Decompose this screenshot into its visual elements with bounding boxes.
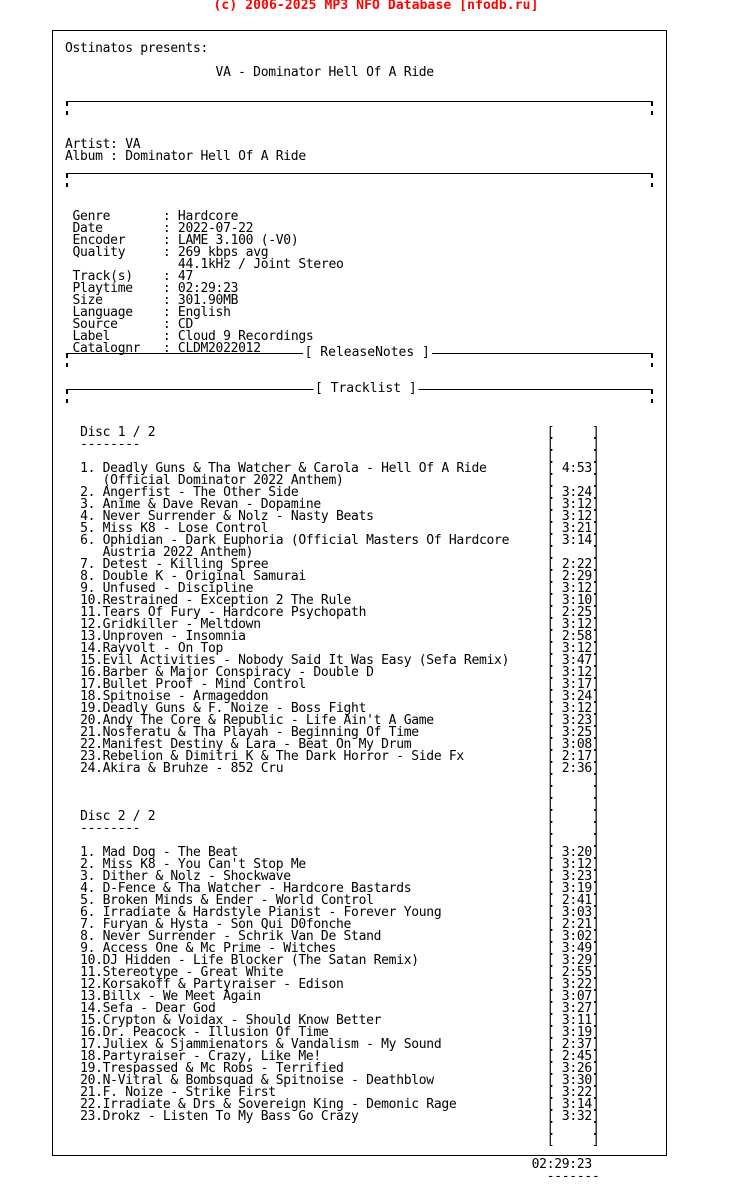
track-title: Spitnoise - Armageddon [102,689,269,704]
track-row: 6. Ophidian - Dark Euphoria (Official Masters Of Hardcore [ 3:14] [80,533,600,548]
track-time: 3:12 [561,581,592,596]
track-title: Dither & Nolz - Shockwave [102,869,291,884]
disc-title-line: Disc 2 / 2 [ ] [80,809,600,824]
track-number: 1. [80,845,103,860]
info-key: Genre [72,209,163,224]
track-title: Evil Activities - Nobody Said It Was Easy (Sefa Remix) [102,653,510,668]
track-row: 23.Drokz - Listen To My Bass Go Crazy [ 3:32] [80,1109,600,1124]
disc-title-line: Disc 1 / 2 [ ] [80,425,600,440]
info-value: 301.90MB [177,293,239,308]
track-title: Andy The Core & Republic - Life Ain't A Game [102,713,434,728]
track-time: 2:55 [561,965,592,980]
album-text: Album : Dominator Hell Of A Ride [65,149,306,164]
track-row: 17.Juliex & Sjammienators & Vandalism - My Sound [ 2:37] [80,1037,600,1052]
track-title: Trespassed & Mc Robs - Terrified [102,1061,344,1076]
track-row: 20.N-Vitral & Bombsquad & Spitnoise - Deathblow [ 3:30] [80,1073,600,1088]
info-row: Label : Cloud 9 Recordings [72,329,314,344]
track-time: 3:20 [561,845,592,860]
track-title: Billx - We Meet Again [102,989,261,1004]
info-row: Playtime : 02:29:23 [72,281,239,296]
disc-underline-line: -------- [ ] [80,437,600,452]
track-time: 3:03 [561,905,592,920]
disc-title: Disc 1 / 2 [80,425,547,440]
track-time: 3:12 [561,641,592,656]
track-number: 1. [80,461,103,476]
track-time: 3:19 [561,1025,592,1040]
track-title: Bullet Proof - Mind Control [102,677,306,692]
track-number: 18. [80,689,103,704]
track-title: Drokz - Listen To My Bass Go Crazy [102,1109,359,1124]
track-row: 14.Sefa - Dear God [ 3:27] [80,1001,600,1016]
track-row: 1. Deadly Guns & Tha Watcher & Carola - Hell Of A Ride [ 4:53] [80,461,600,476]
track-row: Austria 2022 Anthem) [ ] [102,545,600,560]
info-row: Encoder : LAME 3.100 (-V0) [72,233,299,248]
track-title: Irradiate & Hardstyle Pianist - Forever Young [102,905,442,920]
track-title: Angerfist - The Other Side [102,485,299,500]
total-time: 02:29:23 [531,1157,592,1172]
disc-underline: -------- [80,437,547,452]
blank-line [65,79,599,91]
track-number: 8. [80,929,103,944]
track-title: Double K - Original Samurai [102,569,306,584]
track-title: Access One & Mc Prime - Witches [102,941,336,956]
track-row: 21.F. Noize - Strike First [ 3:22] [80,1085,600,1100]
track-title: Never Surrender - Schrik Van De Stand [102,929,382,944]
track-title: Korsakoff & Partyraiser - Edison [102,977,344,992]
track-title: Akira & Bruhze - 852 Cru [102,761,284,776]
track-row: 6. Irradiate & Hardstyle Pianist - Forever Young [ 3:03] [80,905,600,920]
track-number: 23. [80,749,103,764]
track-row: 11.Stereotype - Great White [ 2:55] [80,965,600,980]
track-title: Stereotype - Great White [102,965,284,980]
blank-line [65,379,599,391]
track-time: 2:25 [561,605,592,620]
track-number: 22. [80,737,103,752]
track-number: 14. [80,1001,103,1016]
track-title: (Official Dominator 2022 Anthem) [102,473,344,488]
track-number: 8. [80,569,103,584]
info-key: Size [72,293,163,308]
track-time: 2:29 [561,569,592,584]
track-number: 9. [80,941,103,956]
track-number: 20. [80,713,103,728]
time-box-empty: [ ] [546,833,600,848]
track-title: Irradiate & Drs & Sovereign King - Demonic Rage [102,1097,457,1112]
release-title-line [65,67,599,79]
artist-text: Artist: VA [65,137,141,152]
track-time: 3:12 [561,701,592,716]
track-number: 6. [80,905,103,920]
time-box-empty: [ ] [546,773,600,788]
info-row: Date : 2022-07-22 [72,221,254,236]
track-number: 6. [80,533,103,548]
info-row: Genre : Hardcore [72,209,239,224]
track-time: 3:22 [561,1085,592,1100]
track-number: 11. [80,965,103,980]
track-number: 21. [80,725,103,740]
info-row: Source : CD [72,317,193,332]
track-number: 16. [80,665,103,680]
track-title: Juliex & Sjammienators & Vandalism - My Sound [102,1037,442,1052]
track-time: 3:24 [561,485,592,500]
track-time: 3:26 [561,1061,592,1076]
track-time: 3:02 [561,929,592,944]
track-time: 3:10 [561,593,592,608]
info-row: Quality : 269 kbps avg [72,245,269,260]
time-box-empty: [ ] [546,1133,600,1148]
info-key: Encoder [72,233,163,248]
track-title: Broken Minds & Ender - World Control [102,893,374,908]
track-time: 3:30 [561,1073,592,1088]
track-row: 18.Partyraiser - Crazy, Like Me! [ 2:45] [80,1049,600,1064]
track-title: Never Surrender & Nolz - Nasty Beats [102,509,374,524]
track-title: Mad Dog - The Beat [102,845,239,860]
track-time: 3:29 [561,953,592,968]
track-number: 2. [80,857,103,872]
track-number: 20. [80,1073,103,1088]
track-row: 1. Mad Dog - The Beat [ 3:20] [80,845,600,860]
tracklist-heading: [ Tracklist ] [314,381,417,396]
release-title: VA - Dominator Hell Of A Ride [215,65,434,80]
track-title: Crypton & Voidax - Should Know Better [102,1013,382,1028]
time-box-empty: [ ] [546,1121,600,1136]
track-number: 14. [80,641,103,656]
track-time: 3:23 [561,869,592,884]
track-time: 3:07 [561,989,592,1004]
track-row: 5. Broken Minds & Ender - World Control [ 2:41] [80,893,600,908]
track-title: Tears Of Fury - Hardcore Psychopath [102,605,367,620]
blank-line [65,355,599,367]
info-value: 44.1kHz / Joint Stereo [177,257,344,272]
track-number: 19. [80,701,103,716]
time-box-empty: [ ] [546,785,600,800]
track-title: Ophidian - Dark Euphoria (Official Masters Of Hardcore [102,533,510,548]
track-row: 17.Bullet Proof - Mind Control [ 3:17] [80,677,600,692]
blank-line [65,367,599,379]
track-row: 13.Billx - We Meet Again [ 3:07] [80,989,600,1004]
track-number: 10. [80,953,103,968]
track-row: 3. Anime & Dave Revan - Dopamine [ 3:12] [80,497,600,512]
track-row: (Official Dominator 2022 Anthem) [ ] [102,473,600,488]
track-row: 12.Korsakoff & Partyraiser - Edison [ 3:22] [80,977,600,992]
track-row: 10.Restrained - Exception 2 The Rule [ 3:10] [80,593,600,608]
blank-line [65,91,599,103]
track-time: 4:53 [561,461,592,476]
track-time: 3:12 [561,509,592,524]
track-number: 3. [80,869,103,884]
album-line [65,151,599,163]
track-number: 13. [80,629,103,644]
info-value: CD [177,317,193,332]
track-number: 16. [80,1025,103,1040]
track-number: 5. [80,521,103,536]
info-row: Catalognr : CLDM2022012 [72,341,261,356]
track-number: 13. [80,989,103,1004]
info-key: Date [72,221,163,236]
track-number: 5. [80,893,103,908]
track-time: 2:45 [561,1049,592,1064]
track-time: 3:12 [561,665,592,680]
track-time: 3:49 [561,941,592,956]
info-row: Track(s) : 47 [72,269,193,284]
track-number: 7. [80,917,103,932]
track-row: 20.Andy The Core & Republic - Life Ain't A Game [ 3:23] [80,713,600,728]
blank-line [65,163,599,175]
track-time: 3:17 [561,677,592,692]
track-time: 3:08 [561,737,592,752]
track-number: 9. [80,581,103,596]
track-time: 2:22 [561,557,592,572]
track-title: Furyan & Hysta - Son Qui D0fonche [102,917,352,932]
track-row: 23.Rebelion & Dimitri K & The Dark Horror - Side Fx [ 2:17] [80,749,600,764]
track-title: Unfused - Discipline [102,581,254,596]
track-row: 4. D-Fence & Tha Watcher - Hardcore Bastards [ 3:19] [80,881,600,896]
track-time: 3:12 [561,617,592,632]
info-value: Hardcore [177,209,239,224]
track-title: Barber & Major Conspiracy - Double D [102,665,374,680]
track-time: 2:37 [561,1037,592,1052]
track-title: Austria 2022 Anthem) [102,545,254,560]
track-row: 19.Deadly Guns & F. Noize - Boss Fight [ 3:12] [80,701,600,716]
track-time: 3:14 [561,1097,592,1112]
track-number: 10. [80,593,103,608]
track-title: Manifest Destiny & Lara - Beat On My Drum [102,737,412,752]
nfo-body [65,43,599,1183]
track-title: Restrained - Exception 2 The Rule [102,593,352,608]
time-box-empty: [ ] [546,797,600,812]
site-header: (c) 2006-2025 MP3 NFO Database [nfodb.ru] [213,0,539,13]
track-title: Miss K8 - You Can't Stop Me [102,857,306,872]
track-number: 12. [80,617,103,632]
info-key: Source [72,317,163,332]
track-number: 15. [80,653,103,668]
track-time: 2:58 [561,629,592,644]
track-row: 9. Access One & Mc Prime - Witches [ 3:49] [80,941,600,956]
track-row: 22.Manifest Destiny & Lara - Beat On My Drum [ 3:08] [80,737,600,752]
track-time: 2:17 [561,749,592,764]
track-title: Dr. Peacock - Illusion Of Time [102,1025,329,1040]
track-time: 3:19 [561,881,592,896]
time-box-empty: [ ] [546,449,600,464]
track-time: 3:12 [561,497,592,512]
info-key: Language [72,305,163,320]
track-number: 23. [80,1109,103,1124]
track-time: 2:36 [561,761,592,776]
blank-line [65,403,599,415]
info-value: English [177,305,231,320]
track-number: 11. [80,605,103,620]
track-time: 3:12 [561,857,592,872]
track-title: N-Vitral & Bombsquad & Spitnoise - Deathblow [102,1073,434,1088]
track-time: 3:47 [561,653,592,668]
track-time: 3:22 [561,977,592,992]
track-number: 12. [80,977,103,992]
info-key: Quality [72,245,163,260]
track-title: Deadly Guns & F. Noize - Boss Fight [102,701,367,716]
track-number: 22. [80,1097,103,1112]
track-row: 11.Tears Of Fury - Hardcore Psychopath [ 2:25] [80,605,600,620]
track-time: 3:27 [561,1001,592,1016]
info-row: Language : English [72,305,231,320]
track-row: 24.Akira & Bruhze - 852 Cru [ 2:36] [80,761,600,776]
track-title: Deadly Guns & Tha Watcher & Carola - Hell Of A Ride [102,461,487,476]
intro-line [65,43,599,55]
track-number: 17. [80,677,103,692]
track-time: 3:23 [561,713,592,728]
track-number: 4. [80,881,103,896]
track-time: 3:24 [561,689,592,704]
blank-line [65,391,599,403]
releasenotes-heading: [ ReleaseNotes ] [304,345,430,360]
track-number: 4. [80,509,103,524]
disc-underline: -------- [80,821,547,836]
track-time: 3:11 [561,1013,592,1028]
track-time: 3:14 [561,533,592,548]
disc-title: Disc 2 / 2 [80,809,547,824]
track-number: 3. [80,497,103,512]
track-time: 3:21 [561,521,592,536]
info-value: CLDM2022012 [177,341,261,356]
track-number: 15. [80,1013,103,1028]
info-key: Catalognr [72,341,163,356]
track-row: 7. Detest - Killing Spree [ 2:22] [80,557,600,572]
track-number: 7. [80,557,103,572]
track-title: Gridkiller - Meltdown [102,617,261,632]
blank-line [65,175,599,187]
track-number: 18. [80,1049,103,1064]
track-title: F. Noize - Strike First [102,1085,276,1100]
track-title: Detest - Killing Spree [102,557,269,572]
info-key: Label [72,329,163,344]
track-row: 12.Gridkiller - Meltdown [ 3:12] [80,617,600,632]
blank-line [65,187,599,199]
track-title: Sefa - Dear God [102,1001,216,1016]
track-row: 19.Trespassed & Mc Robs - Terrified [ 3:26] [80,1061,600,1076]
info-value: 47 [177,269,193,284]
info-value: 269 kbps avg [177,245,269,260]
track-number: 19. [80,1061,103,1076]
track-row: 14.Rayvolt - On Top [ 3:12] [80,641,600,656]
blank-line [65,103,599,115]
track-row: 9. Unfused - Discipline [ 3:12] [80,581,600,596]
track-number: 24. [80,761,103,776]
track-row: 21.Nosferatu & Tha Playah - Beginning Of Time [ 3:25] [80,725,600,740]
track-time: 3:25 [561,725,592,740]
track-time: 3:32 [561,1109,592,1124]
track-title: D-Fence & Tha Watcher - Hardcore Bastards [102,881,412,896]
track-title: Anime & Dave Revan - Dopamine [102,497,321,512]
track-row: 2. Miss K8 - You Can't Stop Me [ 3:12] [80,857,600,872]
info-key: Playtime [72,281,163,296]
info-key: Track(s) [72,269,163,284]
track-row: 5. Miss K8 - Lose Control [ 3:21] [80,521,600,536]
track-title: DJ Hidden - Life Blocker (The Satan Remix) [102,953,419,968]
track-title: Nosferatu & Tha Playah - Beginning Of Time [102,725,419,740]
track-time: 2:21 [561,917,592,932]
track-row: 8. Never Surrender - Schrik Van De Stand [ 3:02] [80,929,600,944]
track-row: 7. Furyan & Hysta - Son Qui D0fonche [ 2:21] [80,917,600,932]
track-title: Partyraiser - Crazy, Like Me! [102,1049,321,1064]
info-row: Size : 301.90MB [72,293,239,308]
track-row: 4. Never Surrender & Nolz - Nasty Beats [ 3:12] [80,509,600,524]
total-underline: ------- [546,1169,600,1184]
info-value: LAME 3.100 (-V0) [177,233,299,248]
track-row: 2. Angerfist - The Other Side [ 3:24] [80,485,600,500]
track-title: Miss K8 - Lose Control [102,521,269,536]
track-row: 22.Irradiate & Drs & Sovereign King - Demonic Rage [ 3:14] [80,1097,600,1112]
track-row: 10.DJ Hidden - Life Blocker (The Satan Remix) [ 3:29] [80,953,600,968]
track-row: 3. Dither & Nolz - Shockwave [ 3:23] [80,869,600,884]
track-row: 16.Dr. Peacock - Illusion Of Time [ 3:19] [80,1025,600,1040]
info-value: 2022-07-22 [177,221,254,236]
blank-line [65,115,599,127]
track-row: 13.Unproven - Insomnia [ 2:58] [80,629,600,644]
info-value: Cloud 9 Recordings [177,329,314,344]
track-row: 15.Evil Activities - Nobody Said It Was Easy (Sefa Remix) [ 3:47] [80,653,600,668]
track-row: 15.Crypton & Voidax - Should Know Better [ 3:11] [80,1013,600,1028]
info-value: 02:29:23 [177,281,239,296]
track-title: Rayvolt - On Top [102,641,224,656]
track-row: 16.Barber & Major Conspiracy - Double D [ 3:12] [80,665,600,680]
disc-underline-line: -------- [ ] [80,821,600,836]
track-row: 8. Double K - Original Samurai [ 2:29] [80,569,600,584]
intro-text: Ostinatos presents: [65,41,209,56]
track-title: Rebelion & Dimitri K & The Dark Horror - Side Fx [102,749,464,764]
track-number: 2. [80,485,103,500]
track-number: 21. [80,1085,103,1100]
track-number: 17. [80,1037,103,1052]
total-underline-line [65,1171,599,1183]
blank-line [65,127,599,139]
track-time: 2:41 [561,893,592,908]
track-title: Unproven - Insomnia [102,629,246,644]
track-row: 18.Spitnoise - Armageddon [ 3:24] [80,689,600,704]
